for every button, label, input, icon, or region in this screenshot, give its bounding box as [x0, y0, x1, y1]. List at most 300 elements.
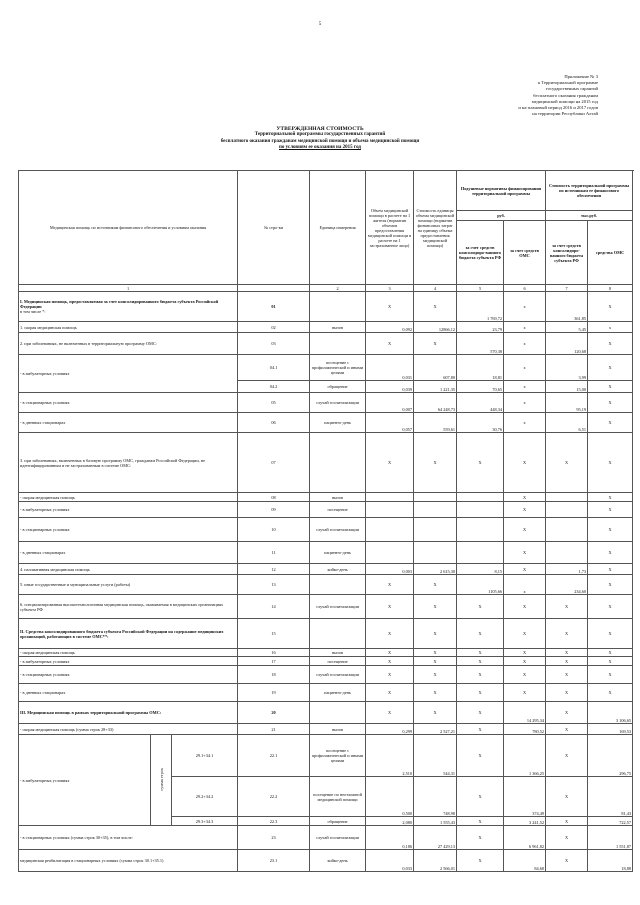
unit-cell: пациенто-день	[310, 684, 366, 702]
value-cell: 6,51	[546, 413, 588, 433]
header-cell: за счет средств консолидиро-ванного бюджета субъекта РФ	[546, 221, 588, 285]
value-cell	[546, 493, 588, 502]
value-cell: X	[366, 333, 414, 355]
value-cell: X	[546, 433, 588, 493]
value-cell: X	[504, 542, 546, 564]
value-cell: X	[414, 619, 457, 649]
row-number: 14	[238, 595, 310, 619]
value-cell: x	[504, 292, 546, 322]
value-cell	[414, 518, 457, 542]
row-number: 10	[238, 518, 310, 542]
value-cell: 95,19	[546, 393, 588, 413]
header-cell: тыс.руб.	[546, 211, 633, 221]
value-cell: 374,49	[504, 777, 546, 817]
header-cell: Стоимость единицы объема медицинской помощи (норматив финансовых затрат на единицу объема предоставления медицинской помощи)	[414, 171, 457, 285]
value-cell: X	[366, 433, 414, 493]
value-cell: 2,510	[366, 735, 414, 777]
row-label: медицинская реабилитация в стационарных условиях (сумма строк 30.1+35.1)	[19, 850, 238, 872]
value-cell: X	[588, 649, 633, 657]
row-label: 3. при заболеваниях, включенных в базовую программу ОМС, гражданам Российской Федерации, не идентифицированным и не застрахованным в системе ОМС:	[19, 433, 238, 493]
value-cell: X	[546, 595, 588, 619]
value-cell: X	[457, 657, 504, 666]
value-cell: 559,61	[414, 413, 457, 433]
value-cell: X	[414, 292, 457, 322]
value-cell: x	[588, 322, 633, 333]
value-cell: X	[457, 724, 504, 735]
value-cell: 12866,12	[414, 322, 457, 333]
column-number: 1	[19, 285, 238, 292]
value-cell: X	[546, 724, 588, 735]
unit-cell: пациенто-день	[310, 413, 366, 433]
appendix-line: медицинской помощи на 2015 год	[531, 98, 598, 104]
value-cell: X	[457, 666, 504, 684]
value-cell: X	[457, 735, 504, 777]
value-cell: 234,60	[546, 575, 588, 595]
row-label: - скорая медицинская помощь (сумма строк 28+33)	[19, 724, 238, 735]
table-row	[19, 493, 633, 502]
row-label: - в стационарных условиях	[19, 518, 238, 542]
value-cell: 0,003	[366, 564, 414, 575]
value-cell: 6 961,82	[504, 826, 546, 850]
unit-cell: обращение	[310, 817, 366, 826]
value-cell: x	[504, 393, 546, 413]
row-number: 03	[238, 333, 310, 355]
value-cell: x	[504, 413, 546, 433]
value-cell: X	[457, 702, 504, 724]
row-number: 21	[238, 724, 310, 735]
table-row	[19, 724, 633, 735]
value-cell: X	[457, 684, 504, 702]
value-cell: X	[588, 333, 633, 355]
value-cell: 27 429,13	[414, 826, 457, 850]
value-cell: X	[457, 619, 504, 649]
unit-cell: койко-день	[310, 850, 366, 872]
row-label: III. Медицинская помощь в рамках территориальной программы ОМС:	[19, 702, 238, 724]
appendix-line: к Территориальной программе	[537, 80, 598, 86]
row-number: 09	[238, 502, 310, 518]
value-cell: X	[588, 355, 633, 381]
value-cell: 448,34	[457, 393, 504, 413]
row-label: - в стационарных условиях (сумма строк 30+35), в том числе:	[19, 826, 238, 850]
value-cell: X	[588, 666, 633, 684]
value-cell: X	[588, 684, 633, 702]
appendix-line: на территории Республики Алтай	[532, 111, 598, 117]
value-cell: X	[588, 575, 633, 595]
row-label: - в дневных стационарах	[19, 413, 238, 433]
value-cell: 2 615,30	[414, 564, 457, 575]
value-cell: 2 566,01	[414, 850, 457, 872]
value-cell: 748,98	[414, 777, 457, 817]
table-row	[19, 595, 633, 619]
value-cell: 0,186	[366, 826, 414, 850]
value-cell: x	[504, 381, 546, 393]
unit-cell: посещение	[310, 502, 366, 518]
value-cell	[546, 502, 588, 518]
column-number: 7	[546, 285, 588, 292]
value-cell: 70,65	[457, 381, 504, 393]
value-cell: 1 551,87	[588, 826, 633, 850]
row-ref: 29.2+34.2	[172, 777, 238, 817]
value-cell: 0,299	[366, 724, 414, 735]
row-ref: 29.1+34.1	[172, 735, 238, 777]
table-row	[19, 850, 633, 872]
value-cell: 0,500	[366, 777, 414, 817]
value-cell: 3 241,52	[504, 817, 546, 826]
table-row	[19, 502, 633, 518]
table-row	[19, 355, 633, 381]
value-cell: X	[546, 684, 588, 702]
table-row	[19, 564, 633, 575]
value-cell: X	[546, 735, 588, 777]
header-cell: № стро-ки	[238, 171, 310, 285]
value-cell	[457, 493, 504, 502]
row-number: 11	[238, 542, 310, 564]
title-line: по условиям ее оказания на 2015 год	[279, 145, 361, 151]
unit-cell: случай госпитализации	[310, 518, 366, 542]
value-cell: X	[366, 657, 414, 666]
unit-cell: случай госпитализации	[310, 826, 366, 850]
header-cell: средства ОМС	[588, 221, 633, 285]
cost-table	[18, 170, 633, 872]
value-cell: X	[588, 657, 633, 666]
value-cell: X	[504, 493, 546, 502]
value-cell: 30,76	[457, 413, 504, 433]
row-number: 04.2	[238, 381, 310, 393]
row-label: I. Медицинская помощь, предоставляемая за счет консолидированного бюджета субъекта Российской Федерации в том числе *:	[19, 292, 238, 322]
table-row	[19, 575, 633, 595]
value-cell: X	[588, 292, 633, 322]
value-cell: X	[457, 433, 504, 493]
value-cell: X	[504, 619, 546, 649]
header-cell: за счет средств ОМС	[504, 221, 546, 285]
value-cell: X	[546, 702, 588, 724]
value-cell: 1 221,35	[414, 381, 457, 393]
row-number: 01	[238, 292, 310, 322]
row-number: 07	[238, 433, 310, 493]
value-cell: X	[414, 333, 457, 355]
row-number: 05	[238, 393, 310, 413]
appendix-line: и на плановый период 2016 и 2017 годов	[518, 105, 598, 111]
value-cell: 2,080	[366, 817, 414, 826]
value-cell: X	[504, 657, 546, 666]
value-cell: X	[588, 502, 633, 518]
value-cell: X	[366, 595, 414, 619]
value-cell: X	[504, 564, 546, 575]
value-cell	[414, 502, 457, 518]
table-row	[19, 657, 633, 666]
row-label: - в стационарных условиях	[19, 393, 238, 413]
value-cell: X	[457, 850, 504, 872]
row-label: - скорая медицинская помощь	[19, 649, 238, 657]
unit-cell: вызов	[310, 493, 366, 502]
value-cell	[414, 542, 457, 564]
column-number: 6	[504, 285, 546, 292]
unit-cell: посещение по неотложной медицинской помощи	[310, 777, 366, 817]
value-cell: X	[366, 619, 414, 649]
row-number: 22.3	[238, 817, 310, 826]
value-cell: x	[504, 355, 546, 381]
value-cell: X	[457, 817, 504, 826]
value-cell: 544,31	[414, 735, 457, 777]
value-cell: X	[504, 433, 546, 493]
table-row	[19, 702, 633, 724]
value-cell: X	[546, 649, 588, 657]
column-number: 5	[457, 285, 504, 292]
value-cell: X	[504, 666, 546, 684]
value-cell: X	[414, 684, 457, 702]
table-row	[19, 322, 633, 333]
unit-cell: посещение с профилактической и иными целями	[310, 355, 366, 381]
value-cell: X	[588, 433, 633, 493]
value-cell: 64 248,73	[414, 393, 457, 413]
unit-cell: койко-день	[310, 564, 366, 575]
row-number: 15	[238, 619, 310, 649]
value-cell: 18,88	[588, 850, 633, 872]
row-label: II. Средства консолидированного бюджета субъекта Российской Федерации на содержание медицинских организаций, работающих в системе ОМС**:	[19, 619, 238, 649]
value-cell: X	[546, 817, 588, 826]
header-cell: Объем медицинской помощи в расчете на 1 жителя (норматив объемов предоставления медицинской помощи в расчете на 1 застрахованное лицо)	[366, 171, 414, 285]
unit-cell: вызов	[310, 724, 366, 735]
value-cell: 18,81	[457, 355, 504, 381]
value-cell: 780,52	[504, 724, 546, 735]
value-cell	[366, 518, 414, 542]
row-label: - в амбулаторных условиях	[19, 502, 238, 518]
value-cell: X	[588, 595, 633, 619]
value-cell: 14 295,34	[504, 702, 546, 724]
header-cell: Стоимость территориальной программы по источникам ее финансового обеспечения	[546, 171, 633, 211]
value-cell: x	[504, 575, 546, 595]
title-line: УТВЕРЖДЕННАЯ СТОИМОСТЬ	[276, 126, 364, 132]
value-cell: 0,039	[366, 381, 414, 393]
value-cell: X	[546, 777, 588, 817]
vertical-label: сумма строк	[151, 735, 172, 826]
value-cell: X	[366, 702, 414, 724]
row-number: 22.1	[238, 735, 310, 777]
unit-cell: посещение с профилактической и иными целями	[310, 735, 366, 777]
value-cell: 84,68	[504, 850, 546, 872]
value-cell: X	[366, 649, 414, 657]
row-number: 06	[238, 413, 310, 433]
table-row	[19, 666, 633, 684]
value-cell: 0,007	[366, 393, 414, 413]
value-cell: 2 527,21	[414, 724, 457, 735]
value-cell	[366, 502, 414, 518]
value-cell: 1 769,72	[457, 292, 504, 322]
row-number: 23	[238, 826, 310, 850]
table-row	[19, 333, 633, 355]
appendix-line: государственных гарантий	[545, 86, 598, 92]
appendix-line: Приложение № 3	[564, 74, 598, 79]
title-line: Территориальной программы государственных гарантий	[254, 132, 386, 138]
value-cell: X	[588, 493, 633, 502]
row-number: 22.2	[238, 777, 310, 817]
unit-cell	[310, 619, 366, 649]
row-label: 1. скорая медицинская помощь	[19, 322, 238, 333]
table-row	[19, 684, 633, 702]
row-number: 20	[238, 702, 310, 724]
value-cell: X	[504, 684, 546, 702]
value-cell: X	[457, 826, 504, 850]
row-number: 12	[238, 564, 310, 575]
value-cell: 23,79	[457, 322, 504, 333]
row-label: 6. специализированная высокотехнологичная медицинская помощь, оказываемая в медицинских организациях субъекта РФ	[19, 595, 238, 619]
value-cell	[457, 502, 504, 518]
appendix-note	[448, 74, 598, 117]
unit-cell: случай госпитализации	[310, 595, 366, 619]
row-label: - в дневных стационарах	[19, 542, 238, 564]
value-cell: X	[546, 666, 588, 684]
unit-cell: посещение	[310, 657, 366, 666]
value-cell: X	[588, 393, 633, 413]
value-cell	[414, 493, 457, 502]
value-cell: X	[588, 413, 633, 433]
unit-cell: обращение	[310, 381, 366, 393]
value-cell: X	[414, 595, 457, 619]
header-cell: Подушевые нормативы финансирования территориальной программы	[457, 171, 546, 211]
value-cell: X	[588, 381, 633, 393]
row-label: 5. иные государственные и муниципальные услуги (работы)	[19, 575, 238, 595]
value-cell: X	[366, 575, 414, 595]
appendix-line: бесплатного оказания гражданам	[533, 92, 598, 98]
table-row	[19, 542, 633, 564]
row-number: 13	[238, 575, 310, 595]
table-row	[19, 649, 633, 657]
value-cell: 570,38	[457, 333, 504, 355]
table-row	[19, 413, 633, 433]
value-cell	[366, 493, 414, 502]
column-number: 4	[414, 285, 457, 292]
header-cell: руб.	[457, 211, 546, 221]
row-label: 2. при заболеваниях, не включенных в территориальную программу ОМС:	[19, 333, 238, 355]
unit-cell: случай госпитализации	[310, 666, 366, 684]
value-cell: 0,092	[366, 322, 414, 333]
value-cell: X	[504, 595, 546, 619]
row-number: 04.1	[238, 355, 310, 381]
value-cell: 0,057	[366, 413, 414, 433]
page-number: 5	[318, 22, 322, 27]
value-cell: 1105,66	[457, 575, 504, 595]
row-label: - в амбулаторных условиях	[19, 355, 238, 393]
value-cell: X	[546, 850, 588, 872]
value-cell: X	[546, 619, 588, 649]
row-number: 19	[238, 684, 310, 702]
value-cell: 0,031	[366, 355, 414, 381]
table-row	[19, 292, 633, 322]
value-cell: 1 366,25	[504, 735, 546, 777]
unit-cell	[310, 575, 366, 595]
value-cell: X	[546, 826, 588, 850]
header-cell: Единица измерения	[310, 171, 366, 285]
unit-cell: вызов	[310, 322, 366, 333]
value-cell: X	[588, 564, 633, 575]
value-cell: X	[457, 595, 504, 619]
row-number: 23.1	[238, 850, 310, 872]
table-row	[19, 826, 633, 850]
value-cell: 15,00	[546, 381, 588, 393]
column-number: 3	[366, 285, 414, 292]
value-cell: X	[414, 649, 457, 657]
value-cell: 0,033	[366, 850, 414, 872]
value-cell: 5,45	[546, 322, 588, 333]
column-number	[238, 285, 310, 292]
value-cell: 3,99	[546, 355, 588, 381]
value-cell	[366, 542, 414, 564]
value-cell: X	[588, 542, 633, 564]
row-label: - в стационарных условиях	[19, 666, 238, 684]
row-number: 18	[238, 666, 310, 684]
value-cell: X	[414, 575, 457, 595]
header-cell: Медицинская помощь по источникам финансового обеспечения и условиям оказания	[19, 171, 238, 285]
value-cell: 3 106,65	[588, 702, 633, 724]
column-number: 8	[588, 285, 633, 292]
unit-cell	[310, 433, 366, 493]
unit-cell: вызов	[310, 649, 366, 657]
value-cell: X	[457, 649, 504, 657]
value-cell	[457, 518, 504, 542]
value-cell: X	[414, 657, 457, 666]
value-cell: 361,85	[546, 292, 588, 322]
unit-cell	[310, 702, 366, 724]
column-number: 2	[310, 285, 366, 292]
unit-cell: пациенто-день	[310, 542, 366, 564]
table-row	[19, 735, 633, 777]
value-cell: 607,80	[414, 355, 457, 381]
row-ref: 29.3+34.3	[172, 817, 238, 826]
value-cell: 120,68	[546, 333, 588, 355]
value-cell: X	[504, 502, 546, 518]
value-cell: X	[504, 649, 546, 657]
unit-cell	[310, 333, 366, 355]
value-cell: X	[588, 518, 633, 542]
title-line: бесплатного оказания гражданам медицинской помощи и объема медицинской помощи	[220, 138, 420, 144]
value-cell: x	[504, 333, 546, 355]
value-cell: X	[366, 292, 414, 322]
value-cell: x	[504, 322, 546, 333]
value-cell: X	[366, 684, 414, 702]
table-row	[19, 518, 633, 542]
value-cell: X	[366, 666, 414, 684]
value-cell: X	[414, 666, 457, 684]
row-number: 02	[238, 322, 310, 333]
value-cell	[457, 542, 504, 564]
value-cell: 1 555,43	[414, 817, 457, 826]
value-cell: X	[414, 433, 457, 493]
row-label: - скорая медицинская помощь	[19, 493, 238, 502]
table-row	[19, 433, 633, 493]
value-cell: 1,73	[546, 564, 588, 575]
document-title	[0, 126, 640, 152]
value-cell: X	[588, 619, 633, 649]
value-cell: 722,57	[588, 817, 633, 826]
value-cell: 169,53	[588, 724, 633, 735]
value-cell: 296,75	[588, 735, 633, 777]
row-number: 17	[238, 657, 310, 666]
header-cell: за счет средств консолидиро-ванного бюджета субъекта РФ	[457, 221, 504, 285]
value-cell: 8,15	[457, 564, 504, 575]
value-cell: X	[546, 657, 588, 666]
row-label: - в амбулаторных условиях	[19, 735, 151, 826]
value-cell: X	[414, 702, 457, 724]
row-number: 16	[238, 649, 310, 657]
value-cell: X	[504, 518, 546, 542]
value-cell	[546, 542, 588, 564]
value-cell: X	[457, 777, 504, 817]
value-cell	[546, 518, 588, 542]
unit-cell	[310, 292, 366, 322]
unit-cell: случай госпитализации	[310, 393, 366, 413]
row-label: 4. паллиативная медицинская помощь	[19, 564, 238, 575]
row-label: - в амбулаторных условиях	[19, 657, 238, 666]
